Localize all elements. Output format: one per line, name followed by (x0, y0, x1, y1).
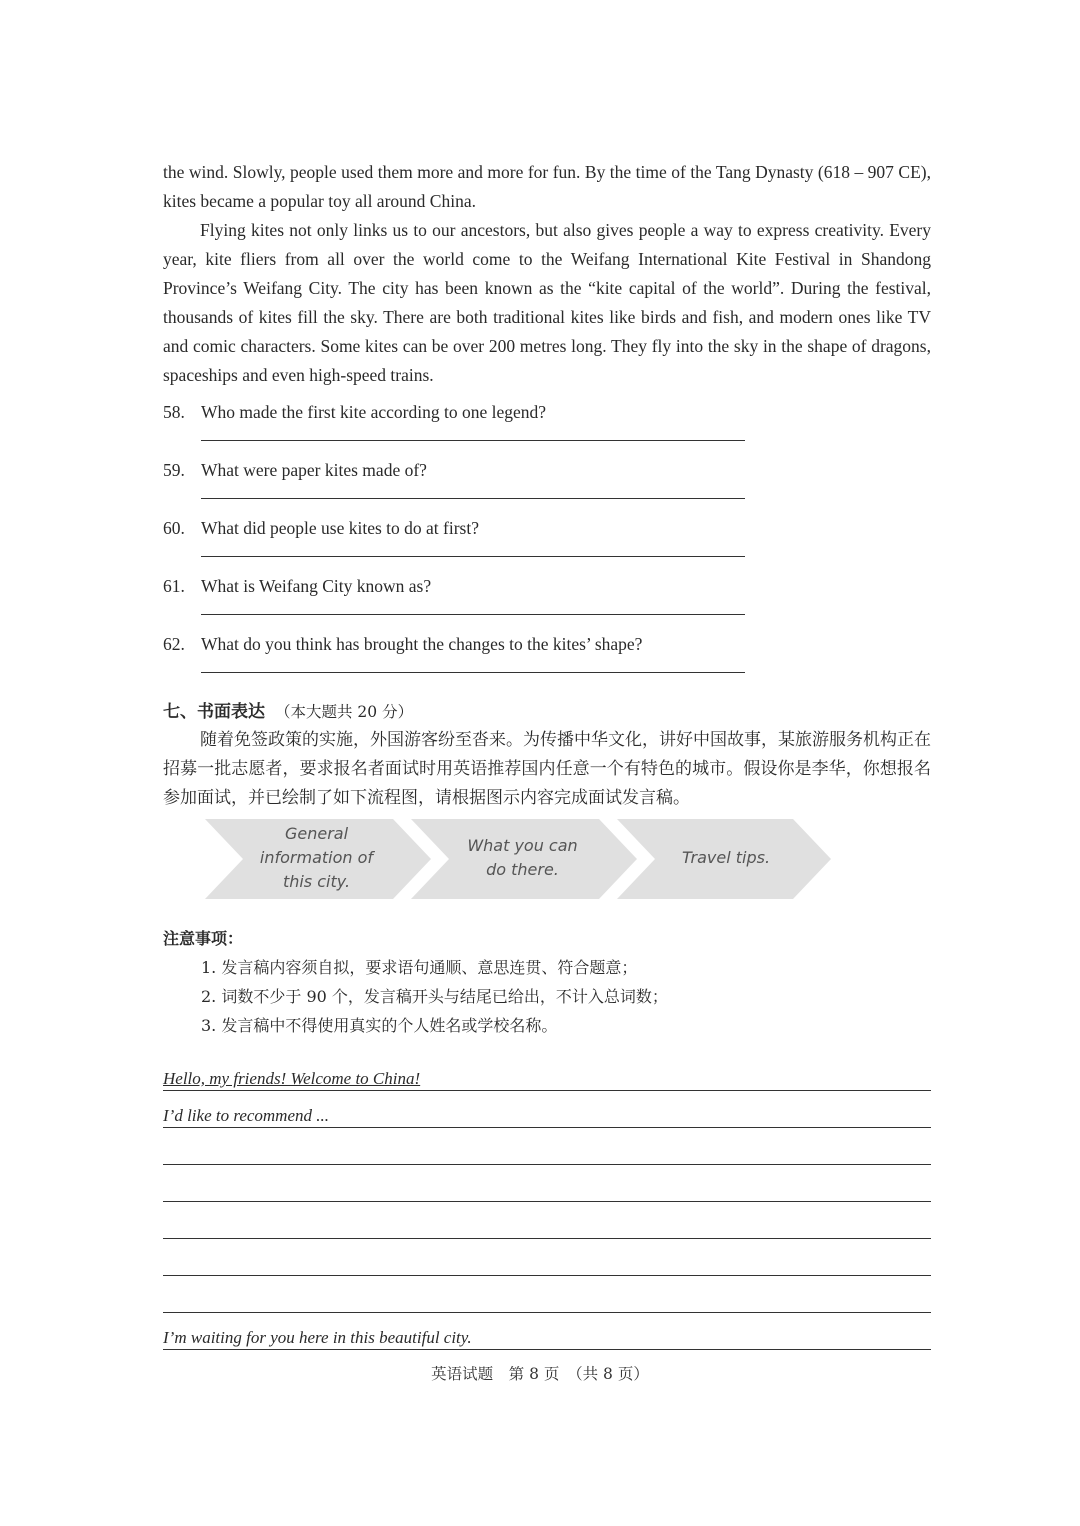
flow-step-general-info: General information of this city. (259, 824, 374, 891)
note-item: 1. 发言稿内容须自拟，要求语句通顺、意思连贯、符合题意； (201, 958, 638, 977)
writing-line[interactable] (163, 1062, 931, 1091)
writing-opening: Hello, my friends! Welcome to China! (163, 1069, 421, 1088)
passage-paragraph-2: Flying kites not only links us to our ancestors, but also gives people a way to express creativity. Every year, kite fliers from all over the world come to the Weifang International Kite Festival in Shandong Province’s Weifang City. The city has been known as the “kite capital of the world”. During the festival, thousands of kites fill the sky. There are both traditional kites like birds and fish, and modern ones like TV and comic characters. Some kites can be over 200 metres long. They fly into the sky in the shape of dragons, spaceships and even high-speed trains. (163, 220, 931, 385)
question-text: What is Weifang City known as? (201, 576, 432, 596)
answer-line[interactable] (201, 498, 745, 499)
writing-line[interactable] (163, 1313, 931, 1350)
writing-line[interactable] (163, 1276, 931, 1313)
note-item: 3. 发言稿中不得使用真实的个人姓名或学校名称。 (201, 1016, 558, 1035)
notes-title: 注意事项： (163, 929, 244, 948)
passage-paragraph-1: the wind. Slowly, people used them more and more for fun. By the time of the Tang Dynasty (618 – 907 CE), kites became a popular toy all around China. (163, 162, 931, 211)
question-text: What do you think has brought the changes to the kites’ shape? (201, 634, 643, 654)
writing-line[interactable] (163, 1202, 931, 1239)
question-number: 61. (163, 576, 185, 596)
flowchart (205, 817, 931, 907)
flow-step-travel-tips: Travel tips. (681, 848, 771, 867)
writing-line[interactable] (163, 1091, 931, 1128)
question-60 (163, 518, 931, 576)
question-list (163, 402, 931, 692)
question-59 (163, 460, 931, 518)
question-number: 62. (163, 634, 185, 654)
question-62 (163, 634, 931, 692)
question-text: What were paper kites made of? (201, 460, 427, 480)
section-title: 七、书面表达 (163, 702, 265, 722)
writing-prompt: I’d like to recommend ... (163, 1106, 330, 1125)
question-61 (163, 576, 931, 634)
question-58 (163, 402, 931, 460)
writing-line[interactable] (163, 1239, 931, 1276)
page-footer: 英语试题 第 8 页 （共 8 页） (431, 1365, 649, 1383)
section-heading (163, 698, 931, 726)
note-item: 2. 词数不少于 90 个，发言稿开头与结尾已给出，不计入总词数； (201, 987, 668, 1006)
section-score: （本大题共 20 分） (275, 703, 414, 721)
writing-line[interactable] (163, 1128, 931, 1165)
answer-line[interactable] (201, 614, 745, 615)
writing-area (163, 1062, 931, 1350)
question-number: 60. (163, 518, 185, 538)
question-text: What did people use kites to do at first? (201, 518, 479, 538)
question-number: 58. (163, 402, 185, 422)
writing-closing: I’m waiting for you here in this beautiful city. (163, 1328, 472, 1347)
answer-line[interactable] (201, 672, 745, 673)
question-number: 59. (163, 460, 185, 480)
writing-line[interactable] (163, 1165, 931, 1202)
flow-step-activities: What you can do there. (467, 836, 578, 879)
question-text: Who made the first kite according to one legend? (201, 402, 547, 422)
answer-line[interactable] (201, 556, 745, 557)
answer-line[interactable] (201, 440, 745, 441)
exam-page (163, 158, 931, 1350)
notes-list (163, 953, 931, 1040)
section-instructions: 随着免签政策的实施，外国游客纷至沓来。为传播中华文化，讲好中国故事，某旅游服务机构正在招募一批志愿者，要求报名者面试时用英语推荐国内任意一个有特色的城市。假设你是李华，你想报名参加面试，并已绘制了如下流程图，请根据图示内容完成面试发言稿。 (163, 730, 931, 808)
